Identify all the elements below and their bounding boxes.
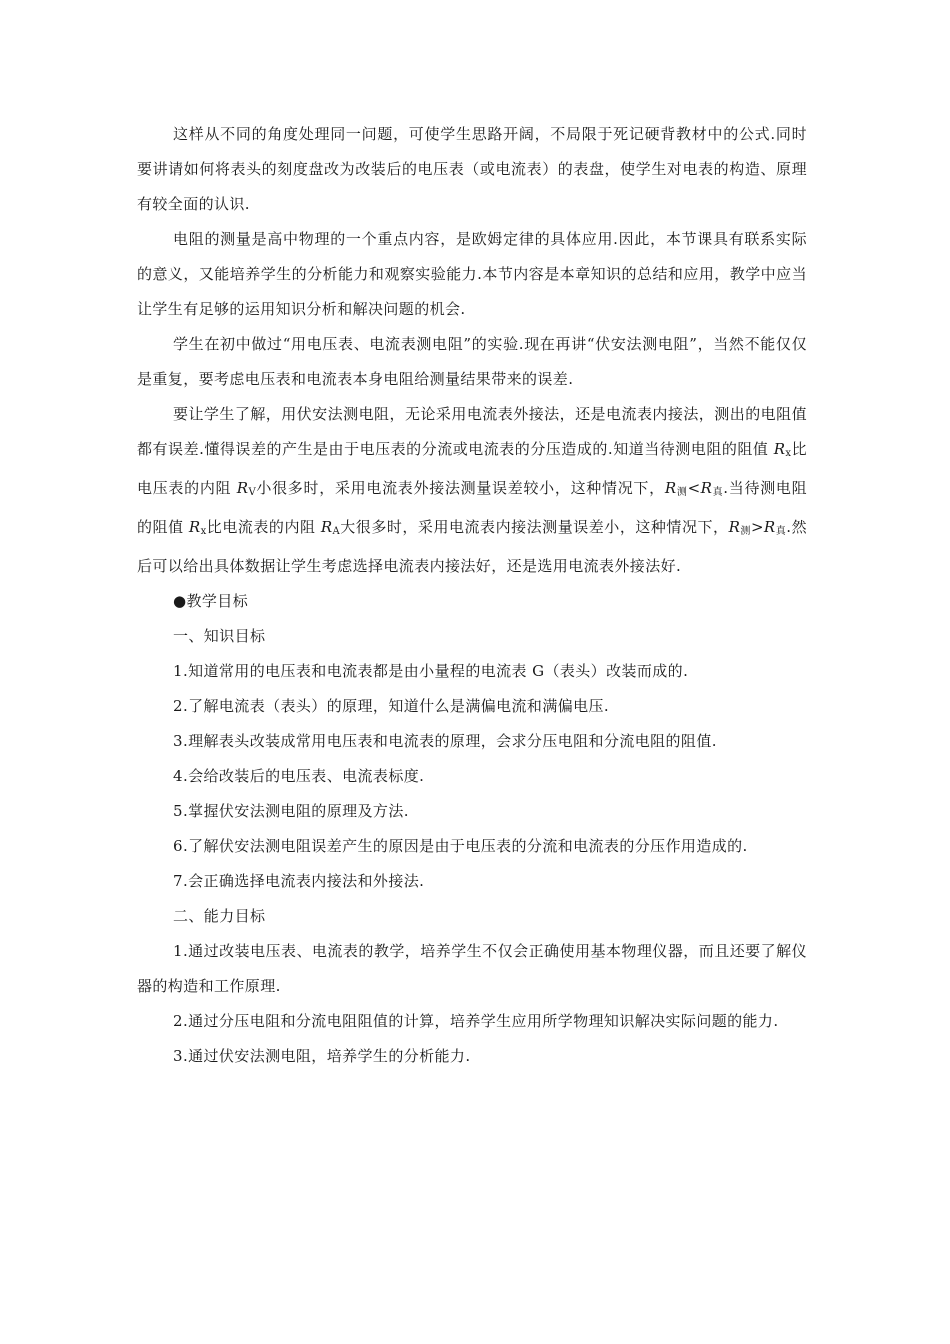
symbol-r: R (700, 479, 713, 497)
p4-text-1: 要让学生了解，用伏安法测电阻，无论采用电流表外接法，还是电流表内接法，测出的电阻值都有误差.懂得误差的产生是由于电压表的分流或电流表的分压造成的.知道当待测电阻的阻值 (137, 405, 807, 458)
symbol-r: R (664, 479, 677, 497)
symbol-r: R (236, 479, 249, 497)
p4-text-6: 大很多时，采用电流表内接法测量误差小，这种情况下， (340, 518, 729, 536)
knowledge-goal-3: 3.理解表头改装成常用电压表和电流表的原理，会求分压电阻和分流电阻的阻值. (173, 732, 717, 750)
symbol-r: R (728, 518, 741, 536)
symbol-r: R (320, 518, 333, 536)
heading-teaching-goals: ●教学目标 (173, 592, 249, 610)
subscript-true: 真 (712, 487, 724, 498)
paragraph-1: 这样从不同的角度处理同一问题，可使学生思路开阔，不局限于死记硬背教材中的公式.同时要讲请如何将表头的刻度盘改为改装后的电压表（或电流表）的表盘，使学生对电表的构造、原理有较全面的认识. (137, 125, 807, 213)
ability-goal-2: 2.通过分压电阻和分流电阻阻值的计算，培养学生应用所学物理知识解决实际问题的能力. (173, 1012, 779, 1030)
ability-goal-3: 3.通过伏安法测电阻，培养学生的分析能力. (173, 1047, 471, 1065)
ability-goal-1: 1.通过改装电压表、电流表的教学，培养学生不仅会正确使用基本物理仪器，而且还要了解仪器的构造和工作原理. (137, 942, 807, 995)
section-title-ability: 二、能力目标 (173, 907, 266, 925)
subscript-x: x (200, 526, 207, 537)
p4-text-2: 比电压表的内阻 (137, 440, 807, 497)
less-than-sign: < (687, 479, 701, 497)
p4-text-7: .然后可以给出具体数据让学生考虑选择电流表内接法好，还是选用电流表外接法好. (137, 518, 807, 575)
document-page (137, 117, 807, 1074)
p4-text-3: 小很多时，采用电流表外接法测量误差较小，这种情况下， (256, 479, 665, 497)
p4-text-5: 比电流表的内阻 (206, 518, 321, 536)
subscript-x: x (785, 448, 792, 459)
knowledge-goal-7: 7.会正确选择电流表内接法和外接法. (173, 872, 425, 890)
paragraph-4 (137, 397, 807, 584)
paragraph-2: 电阻的测量是高中物理的一个重点内容，是欧姆定律的具体应用.因此，本节课具有联系实际的意义，又能培养学生的分析能力和观察实验能力.本节内容是本章知识的总结和应用，教学中应当让学生有足够的运用知识分析和解决问题的机会. (137, 230, 807, 318)
subscript-v: V (248, 487, 257, 498)
knowledge-goal-1: 1.知道常用的电压表和电流表都是由小量程的电流表 G（表头）改装而成的. (173, 662, 689, 680)
greater-than-sign: > (750, 518, 764, 536)
subscript-measured: 测 (676, 487, 688, 498)
symbol-r: R (188, 518, 201, 536)
knowledge-goal-4: 4.会给改装后的电压表、电流表标度. (173, 767, 425, 785)
subscript-true: 真 (775, 526, 787, 537)
knowledge-goal-5: 5.掌握伏安法测电阻的原理及方法. (173, 802, 409, 820)
knowledge-goal-2: 2.了解电流表（表头）的原理，知道什么是满偏电流和满偏电压. (173, 697, 610, 715)
section-title-knowledge: 一、知识目标 (173, 627, 266, 645)
subscript-measured: 测 (740, 526, 751, 537)
p4-text-4: .当待测电阻的阻值 (137, 479, 808, 536)
paragraph-3: 学生在初中做过“用电压表、电流表测电阻”的实验.现在再讲“伏安法测电阻”，当然不能仅仅是重复，要考虑电压表和电流表本身电阻给测量结果带来的误差. (137, 335, 807, 388)
knowledge-goal-6: 6.了解伏安法测电阻误差产生的原因是由于电压表的分流和电流表的分压作用造成的. (173, 837, 748, 855)
symbol-r: R (773, 440, 786, 458)
subscript-a: A (332, 526, 341, 537)
symbol-r: R (763, 518, 776, 536)
